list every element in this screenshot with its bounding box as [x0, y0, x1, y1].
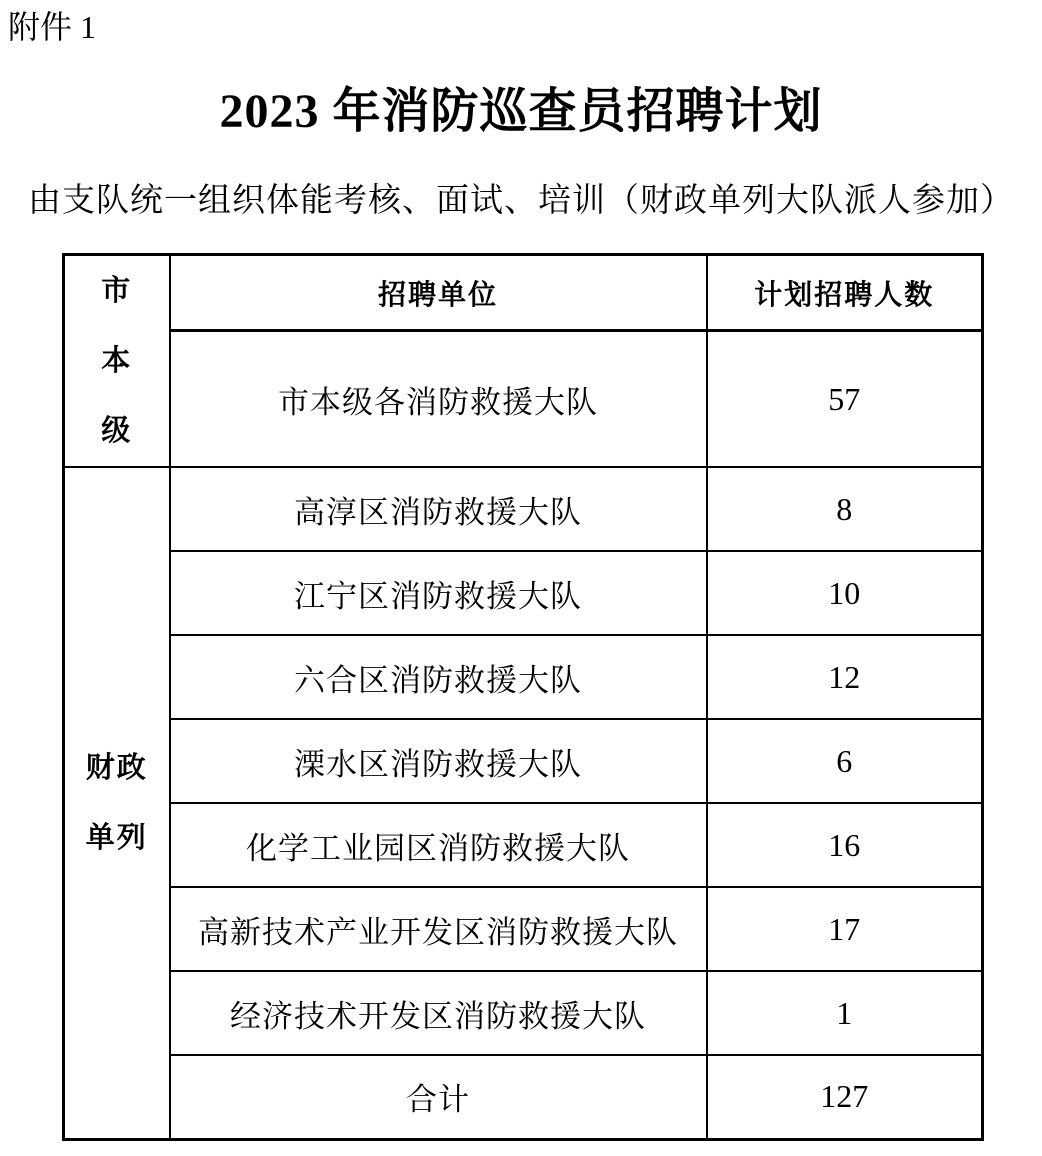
table-row: [64, 887, 983, 971]
unit-cell: 经济技术开发区消防救援大队: [170, 971, 707, 1055]
group-cell-city-level: [64, 255, 170, 468]
count-cell: 1: [707, 971, 983, 1055]
table-row: [64, 467, 983, 551]
page-subtitle: 由支队统一组织体能考核、面试、培训（财政单列大队派人参加）: [28, 183, 1014, 219]
unit-cell: 市本级各消防救援大队: [170, 331, 707, 467]
count-cell: 8: [707, 467, 983, 551]
group-label-line: 财政: [85, 751, 148, 784]
table-row: [64, 331, 983, 467]
table-row: [64, 635, 983, 719]
group-label-line: 级: [101, 415, 133, 447]
column-header-count: 计划招聘人数: [707, 255, 983, 331]
group-label-line: 单列: [85, 821, 148, 854]
group-label-line: 本: [101, 345, 133, 377]
attachment-label: 附件 1: [8, 9, 97, 45]
table-row: [64, 551, 983, 635]
group-label-line: 市: [101, 275, 133, 307]
unit-cell: 化学工业园区消防救援大队: [170, 803, 707, 887]
unit-cell: 高新技术产业开发区消防救援大队: [170, 887, 707, 971]
count-cell: 16: [707, 803, 983, 887]
table-row: [64, 971, 983, 1055]
table-header-row: [64, 255, 983, 331]
unit-cell: 高淳区消防救援大队: [170, 467, 707, 551]
total-label-cell: 合计: [170, 1055, 707, 1139]
count-cell: 6: [707, 719, 983, 803]
count-cell: 57: [707, 331, 983, 467]
page-title: 2023 年消防巡查员招聘计划: [219, 85, 823, 138]
table-row: [64, 803, 983, 887]
unit-cell: 溧水区消防救援大队: [170, 719, 707, 803]
group-cell-fiscal-separate: [64, 467, 170, 1139]
column-header-unit: 招聘单位: [170, 255, 707, 331]
total-count-cell: 127: [707, 1055, 983, 1139]
count-cell: 17: [707, 887, 983, 971]
count-cell: 10: [707, 551, 983, 635]
table-row-total: [64, 1055, 983, 1139]
count-cell: 12: [707, 635, 983, 719]
recruitment-plan-table: [62, 253, 984, 1141]
unit-cell: 六合区消防救援大队: [170, 635, 707, 719]
unit-cell: 江宁区消防救援大队: [170, 551, 707, 635]
table-row: [64, 719, 983, 803]
